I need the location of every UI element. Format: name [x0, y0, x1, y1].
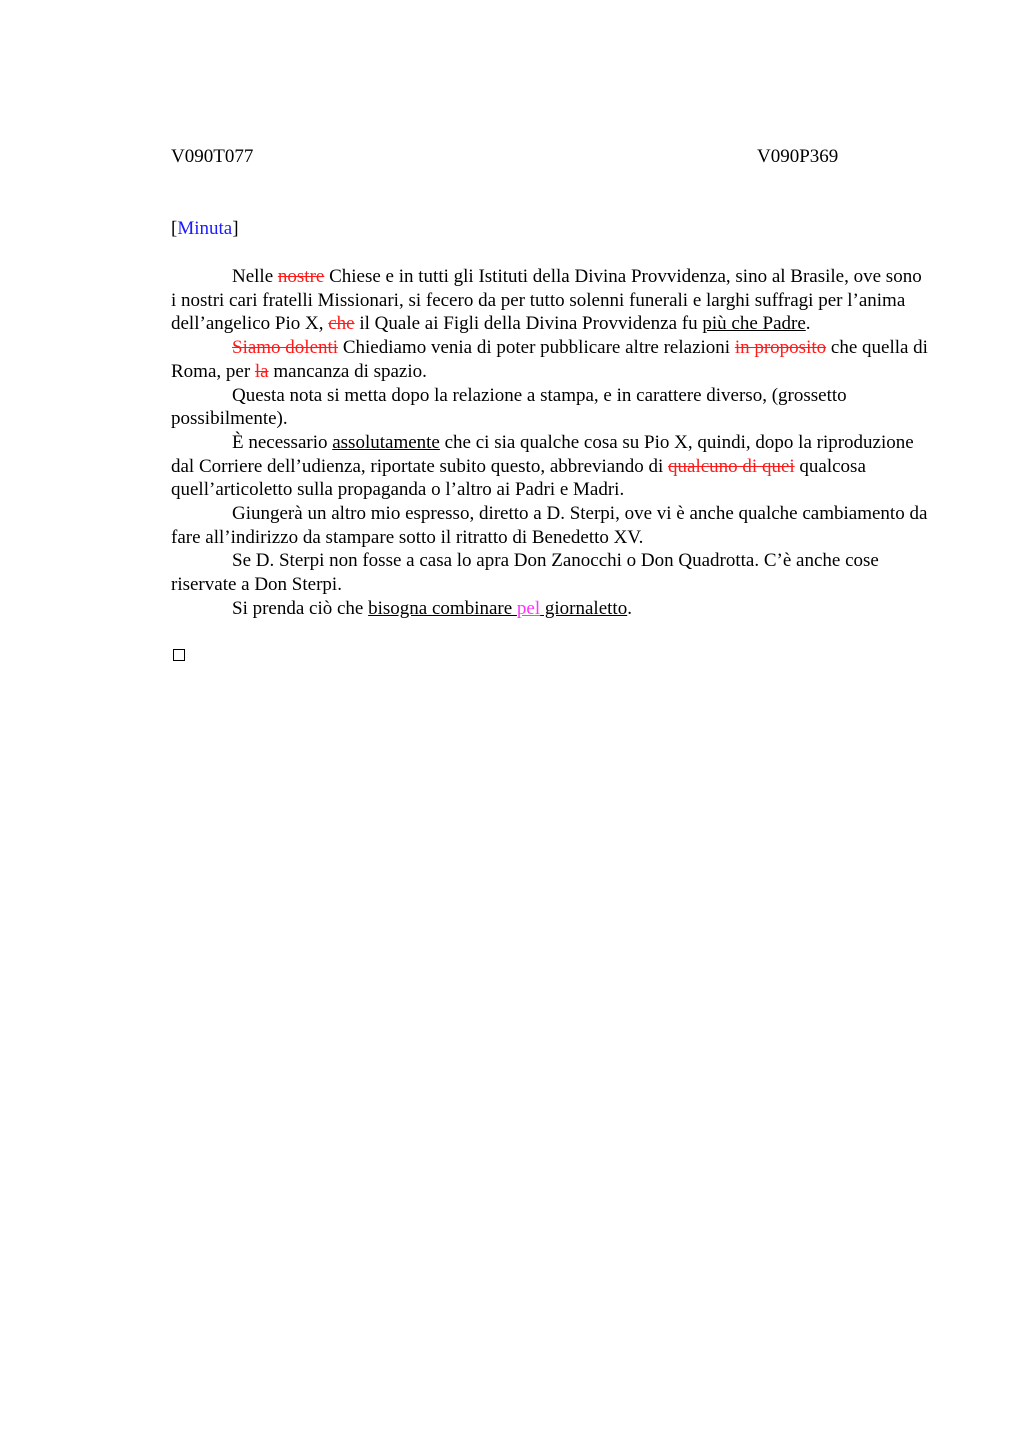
deleted-text: Siamo dolenti — [232, 337, 339, 359]
underlined-text: bisogna combinare — [368, 597, 517, 619]
minuta-close-bracket: ] — [232, 218, 239, 239]
paragraph-6 — [171, 549, 931, 596]
paragraph-5 — [171, 502, 931, 549]
deleted-text: in proposito — [734, 337, 827, 359]
text-run: mancanza di spazio. — [268, 360, 427, 382]
underlined-text: giornaletto — [540, 597, 628, 619]
text-run: Questa nota si metta dopo la relazione a stampa, e in carattere diverso, (grossetto possibilmente). — [171, 384, 847, 430]
text-run: Nelle — [232, 266, 278, 287]
document-code-left: V090T077 — [171, 146, 254, 167]
minuta-text: Minuta — [177, 218, 233, 239]
inserted-text: pel — [516, 597, 541, 619]
deleted-text: qualcuno di quei — [668, 455, 795, 477]
minuta-label — [171, 217, 239, 241]
text-run: . — [627, 597, 632, 619]
deleted-text: la — [254, 360, 269, 382]
text-run: Se D. Sterpi non fosse a casa lo apra Don Zanocchi o Don Quadrotta. C’è anche cose riservate a Don Sterpi. — [171, 550, 879, 596]
text-run: il Quale ai Figli della Divina Provvidenza fu — [354, 313, 703, 335]
text-run: Chiediamo venia di poter pubblicare altre relazioni — [338, 337, 735, 359]
text-run: che ci sia qualche cosa su Pio X, quindi, dopo la riproduzione dal Corriere dell’udienza, riportate subito questo, abbreviando di — [171, 431, 914, 477]
text-run: qualcosa quell’articoletto sulla propaganda o l’altro ai Padri e Madri. — [171, 455, 866, 501]
end-marker-box — [173, 649, 185, 661]
paragraph-1 — [171, 265, 931, 336]
text-run: che quella di Roma, per — [171, 337, 928, 382]
paragraph-4 — [171, 431, 931, 502]
paragraph-2 — [171, 336, 931, 383]
paragraph-3 — [171, 384, 931, 431]
minuta-open-bracket: [ — [171, 218, 178, 239]
text-run: Giungerà un altro mio espresso, diretto a D. Sterpi, ove vi è anche qualche cambiamento da fare all’indirizzo da stampare sotto il ritratto di Benedetto XV. — [171, 503, 928, 548]
text-run: Si prenda ciò che — [232, 597, 369, 619]
document-code-right: V090P369 — [757, 146, 839, 167]
text-run: . — [805, 313, 811, 335]
text-run: È necessario — [232, 431, 333, 453]
text-run: Chiese e in tutti gli Istituti della Divina Provvidenza, sino al Brasile, ove sono i nostri cari fratelli Missionari, si fecero da per tutto solenni funerali e larghi suffragi per l’anima dell’angelico Pio X, — [171, 266, 922, 335]
underlined-text: assolutamente — [332, 431, 440, 453]
deleted-text: che — [328, 313, 355, 335]
underlined-text: più che Padre — [702, 313, 806, 335]
paragraph-7 — [171, 597, 931, 621]
letter-body — [171, 265, 931, 621]
deleted-text: nostre — [277, 266, 325, 287]
